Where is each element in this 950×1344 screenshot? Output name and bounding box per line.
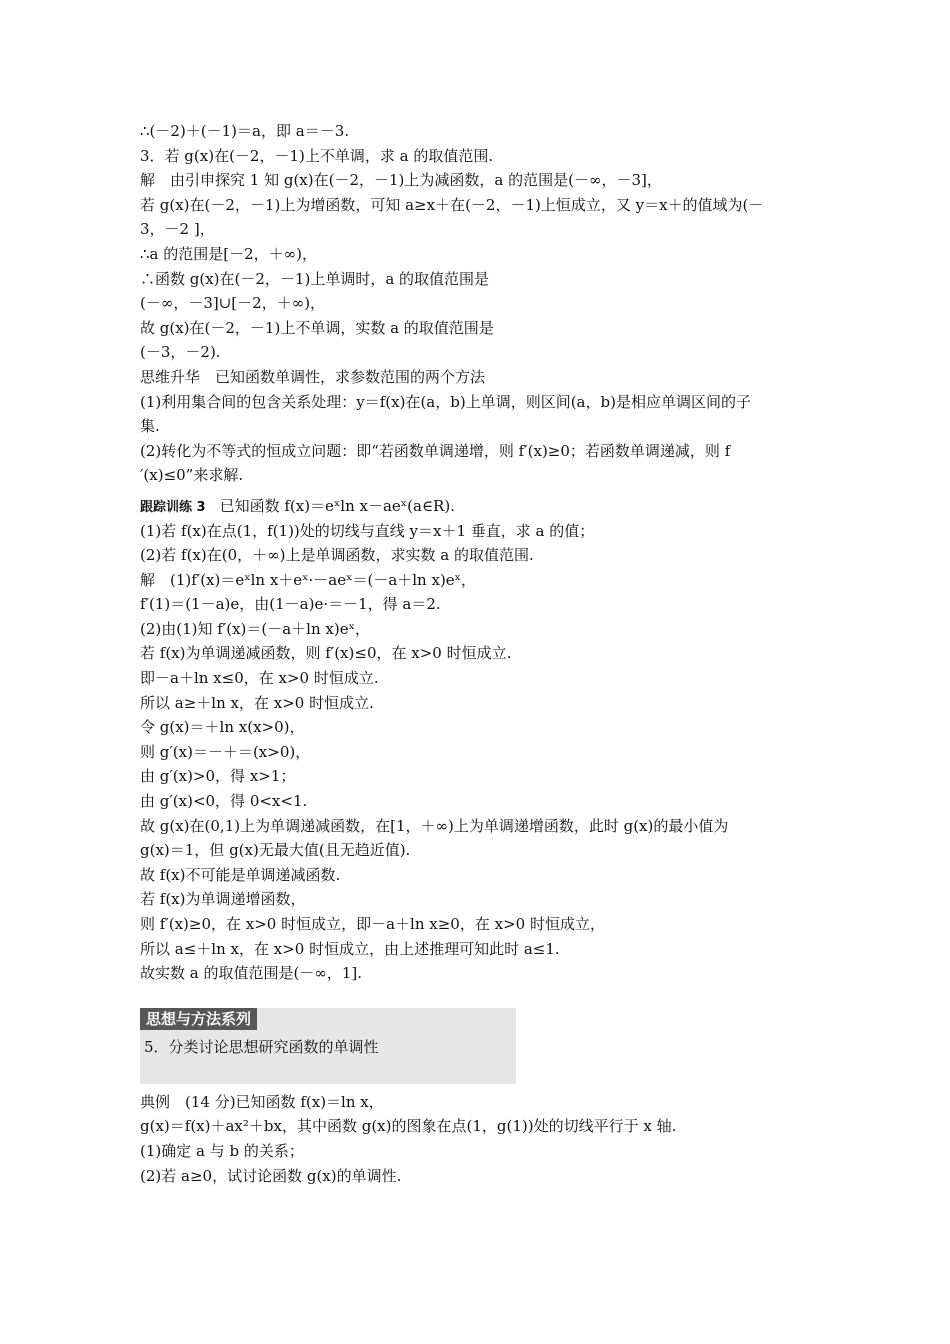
text-line: (2)若 a≥0，试讨论函数 g(x)的单调性. — [140, 1166, 402, 1185]
solution-part-a — [140, 119, 820, 488]
text-line: 由 g′(x)<0，得 0<x<1. — [140, 792, 308, 811]
text-line: 若 f(x)为单调递增函数， — [140, 890, 306, 909]
text-line: (2)由(1)知 f′(x)＝(－a＋ln x)eˣ， — [140, 619, 370, 638]
text-line: 所以 a≥＋ln x，在 x>0 时恒成立. — [140, 693, 374, 712]
text-line: 故 g(x)在(0,1)上为单调递减函数，在[1，＋∞)上为单调递增函数，此时 g(x)的最小值为 — [140, 816, 729, 835]
text-line: 若 f(x)为单调递减函数，则 f′(x)≤0，在 x>0 时恒成立. — [140, 644, 512, 663]
exercise-heading — [140, 494, 820, 519]
example-problem — [140, 1090, 820, 1188]
text-line: f′(1)＝(1－a)e，由(1－a)e·＝－1，得 a＝2. — [140, 595, 441, 614]
exercise-tag: 跟踪训练 3 — [140, 499, 206, 515]
text-line: (2)若 f(x)在(0，＋∞)上是单调函数，求实数 a 的取值范围. — [140, 546, 534, 565]
text-line: 则 g′(x)＝－＋＝(x>0)， — [140, 742, 311, 761]
text-line: (2)转化为不等式的恒成立问题：即“若函数单调递增，则 f′(x)≥0；若函数单调递减，则 f — [140, 441, 731, 460]
document-body — [140, 119, 820, 1188]
text-line: (1)利用集合间的包含关系处理：y＝f(x)在(a，b)上单调，则区间(a，b)是相应单调区间的子 — [140, 392, 751, 411]
text-line: 3．若 g(x)在(－2，－1)上不单调，求 a 的取值范围. — [140, 146, 494, 165]
text-line: 思维升华 已知函数单调性，求参数范围的两个方法 — [140, 367, 486, 386]
text-line: (1)确定 a 与 b 的关系； — [140, 1141, 304, 1160]
text-line: 集. — [140, 417, 160, 436]
section-title: 5．分类讨论思想研究函数的单调性 — [144, 1037, 379, 1056]
text-line: 解 由引申探究 1 知 g(x)在(－2，－1)上为减函数，a 的范围是(－∞，－3]， — [140, 171, 662, 190]
exercise-text: 已知函数 f(x)＝eˣln x－aeˣ(a∈R). — [219, 496, 455, 515]
text-line: 所以 a≤＋ln x，在 x>0 时恒成立，由上述推理可知此时 a≤1. — [140, 939, 560, 958]
text-line: 令 g(x)＝＋ln x(x>0)， — [140, 718, 305, 737]
text-line: 即－a＋ln x≤0，在 x>0 时恒成立. — [140, 669, 379, 688]
text-line: 故实数 a 的取值范围是(－∞，1]. — [140, 964, 362, 983]
solution-part-b — [140, 519, 820, 986]
text-line: (－3，－2). — [140, 343, 221, 362]
section-header-box — [140, 1008, 516, 1084]
text-line: ∴a 的范围是[－2，＋∞)， — [140, 244, 317, 263]
text-line: 典例 (14 分)已知函数 f(x)＝ln x， — [140, 1092, 384, 1111]
text-line: 则 f′(x)≥0，在 x>0 时恒成立，即－a＋ln x≥0，在 x>0 时恒成立， — [140, 915, 605, 933]
text-line: (－∞，－3]∪[－2，＋∞)， — [140, 294, 326, 313]
text-line: ∴函数 g(x)在(－2，－1)上单调时，a 的取值范围是 — [140, 269, 490, 288]
text-line: g(x)＝f(x)＋ax²＋bx，其中函数 g(x)的图象在点(1，g(1))处的切线平行于 x 轴. — [140, 1117, 677, 1136]
text-line: 3，－2 ]， — [140, 220, 215, 239]
text-line: ∴(－2)＋(－1)＝a，即 a＝－3. — [140, 122, 350, 140]
section-label: 思想与方法系列 — [140, 1008, 257, 1030]
text-line: 故 f(x)不可能是单调递减函数. — [140, 865, 341, 884]
text-line: 解 (1)f′(x)＝eˣln x＋eˣ·－aeˣ＝(－a＋ln x)eˣ， — [140, 570, 477, 589]
text-line: 由 g′(x)>0，得 x>1； — [140, 767, 296, 786]
text-line: g(x)＝1，但 g(x)无最大值(且无趋近值). — [140, 841, 411, 860]
text-line: 故 g(x)在(－2，－1)上不单调，实数 a 的取值范围是 — [140, 318, 494, 337]
text-line: ′(x)≤0”来求解. — [140, 466, 244, 485]
text-line: (1)若 f(x)在点(1，f(1))处的切线与直线 y＝x＋1 垂直，求 a 的值； — [140, 521, 595, 540]
text-line: 若 g(x)在(－2，－1)上为增函数，可知 a≥x＋在(－2，－1)上恒成立，又 y＝x＋的值域为(－ — [140, 195, 764, 214]
